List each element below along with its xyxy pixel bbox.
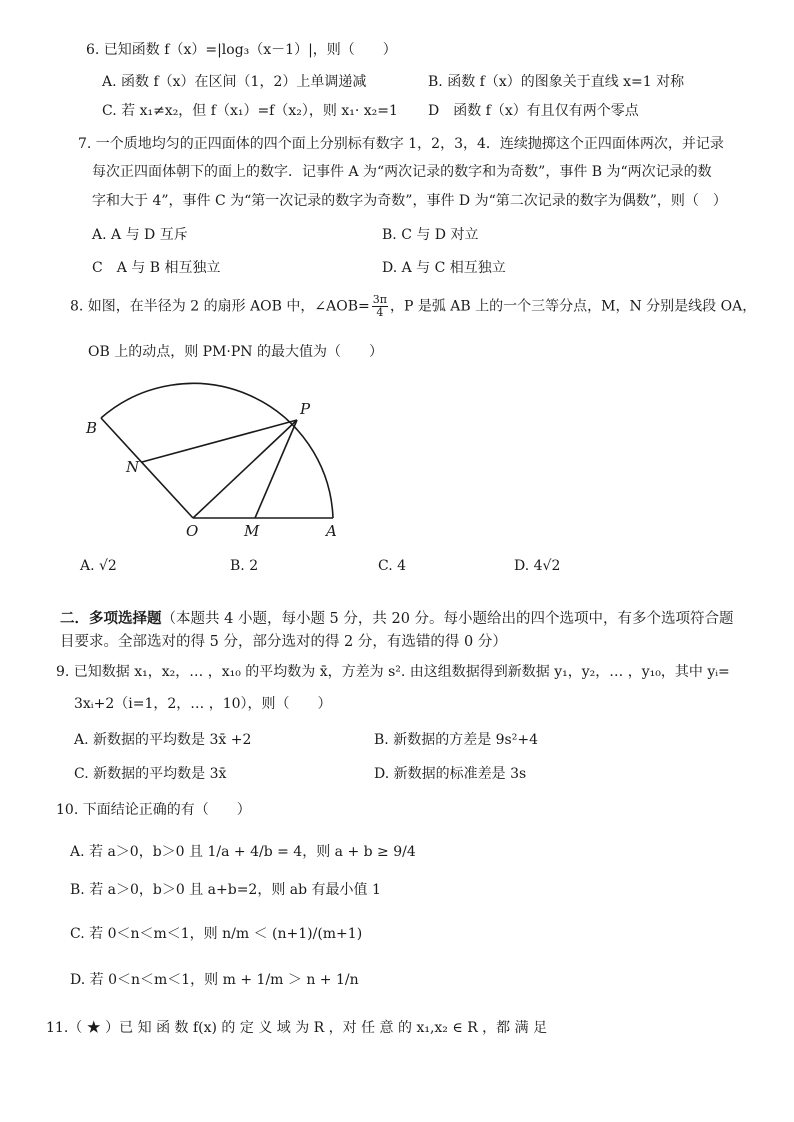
- segment-ob: [101, 418, 193, 518]
- q6-option-a: A. 函数 f（x）在区间（1，2）上单调递减: [102, 74, 367, 90]
- section2-title: 二．多项选择题: [60, 610, 162, 627]
- q10-option-d: D. 若 0＜n＜m＜1，则 m + 1/m ＞ n + 1/n: [70, 972, 359, 988]
- section2-header-line1: [60, 609, 734, 629]
- q9-option-b: B. 新数据的方差是 9s²+4: [374, 732, 538, 748]
- q6-option-b: B. 函数 f（x）的图象关于直线 x=1 对称: [428, 74, 685, 90]
- q8-stem-line2: OB 上的动点，则 PM·PN 的最大值为（ ）: [88, 344, 383, 360]
- q7-option-c: C A 与 B 相互独立: [92, 260, 221, 276]
- q7-option-a: A. A 与 D 互斥: [92, 227, 188, 243]
- q10-option-b: B. 若 a＞0，b＞0 且 a+b=2，则 ab 有最小值 1: [70, 882, 381, 898]
- label-a: A: [326, 522, 337, 540]
- q9-option-a: A. 新数据的平均数是 3x̄ +2: [74, 732, 252, 748]
- q8-stem-part1: 8. 如图，在半径为 2 的扇形 AOB 中，∠AOB=: [70, 298, 370, 315]
- q11-stem: 11.（ ★ ）已 知 函 数 f(x) 的 定 义 域 为 R ，对 任 意 的 x₁,x₂ ∈ R ，都 满 足: [46, 1020, 548, 1036]
- section2-desc-line2: 目要求。全部选对的得 5 分，部分选对的得 2 分，有选错的得 0 分）: [60, 634, 507, 650]
- q8-option-b: B. 2: [230, 558, 259, 574]
- label-p: P: [300, 400, 311, 418]
- q10-option-a: A. 若 a＞0，b＞0 且 1/a + 4/b = 4，则 a + b ≥ 9/4: [70, 844, 416, 860]
- q9-option-d: D. 新数据的标准差是 3s: [374, 766, 527, 782]
- segment-pm: [255, 420, 297, 518]
- q7-stem-line3: 字和大于 4”，事件 C 为“第一次记录的数字为奇数”，事件 D 为“第二次记录的数字为偶数”，则（ ）: [92, 193, 727, 209]
- q7-option-d: D. A 与 C 相互独立: [382, 260, 506, 276]
- q7-option-b: B. C 与 D 对立: [382, 227, 479, 243]
- q8-fraction-denominator: 4: [376, 306, 384, 319]
- q10-option-c: C. 若 0＜n＜m＜1，则 n/m ＜ (n+1)/(m+1): [70, 926, 363, 942]
- q8-option-d: D. 4√2: [514, 558, 561, 574]
- q6-option-d: D 函数 f（x）有且仅有两个零点: [428, 103, 639, 119]
- label-o: O: [186, 522, 199, 540]
- q7-stem-line1: 7. 一个质地均匀的正四面体的四个面上分别标有数字 1，2，3，4．连续抛掷这个正四面体两次，并记录: [78, 136, 724, 152]
- q9-stem-line1: 9. 已知数据 x₁，x₂，… ，x₁₀ 的平均数为 x̄，方差为 s². 由这组数据得到新数据 y₁，y₂，… ，y₁₀，其中 yᵢ=: [56, 664, 730, 680]
- label-m: M: [244, 522, 260, 540]
- q6-option-c: C. 若 x₁≠x₂，但 f（x₁）=f（x₂），则 x₁· x₂=1: [102, 103, 398, 119]
- label-n: N: [126, 458, 140, 476]
- q8-option-c: C. 4: [378, 558, 407, 574]
- q7-stem-line2: 每次正四面体朝下的面上的数字．记事件 A 为“两次记录的数字和为奇数”，事件 B 为“两次记录的数: [92, 164, 712, 180]
- q8-option-a: A. √2: [80, 558, 117, 574]
- q9-option-c: C. 新数据的平均数是 3x̄: [74, 766, 227, 782]
- section2-desc-line1: （本题共 4 小题，每小题 5 分，共 20 分。每小题给出的四个选项中，有多个选项符合题: [161, 611, 734, 627]
- arc-ab: [101, 383, 333, 518]
- q8-stem-part2: ，P 是弧 AB 上的一个三等分点，M，N 分别是线段 OA，: [389, 298, 757, 315]
- label-b: B: [86, 419, 98, 437]
- q8-fraction-numerator: 3π: [372, 293, 387, 306]
- q10-stem: 10. 下面结论正确的有（ ）: [56, 802, 251, 818]
- q9-stem-line2: 3xᵢ+2（i=1，2，… ，10），则（ ）: [74, 696, 332, 712]
- q6-stem: 6. 已知函数 f（x）=|log₃（x－1）|，则（ ）: [86, 42, 397, 58]
